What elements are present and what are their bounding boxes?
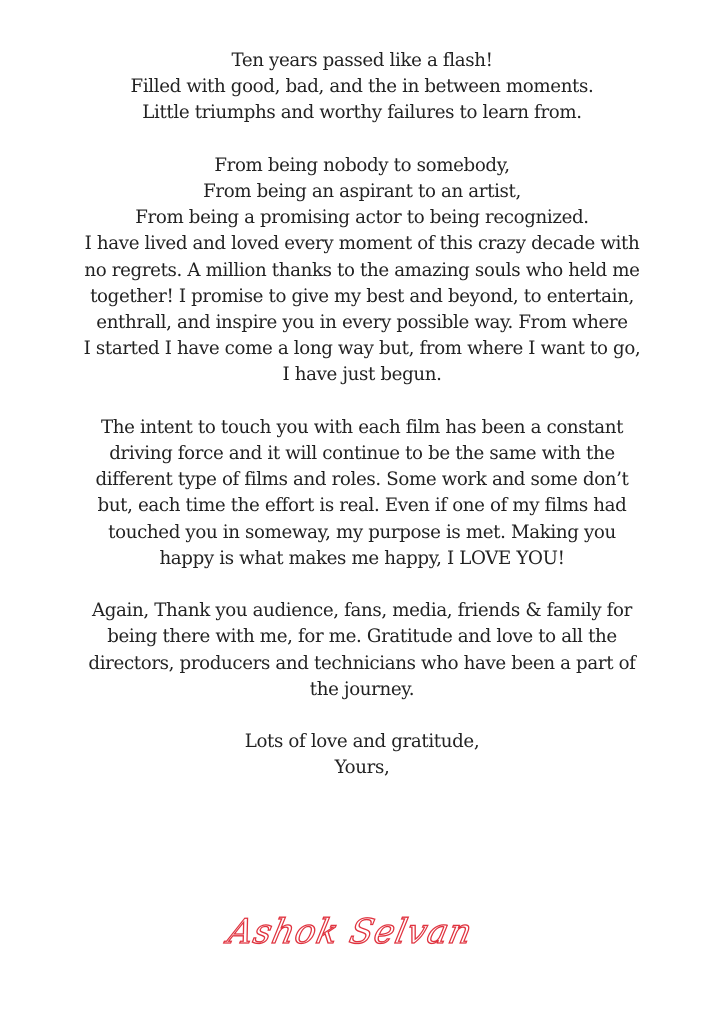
signature-graphic [224, 905, 477, 961]
closing-yours: Yours, [334, 757, 390, 779]
text-line: happy is what makes me happy, I LOVE YOU! [159, 547, 565, 569]
text-line: I have lived and loved every moment of this crazy decade with [84, 233, 640, 255]
paragraph-thanks [40, 598, 684, 703]
paragraph-films [40, 415, 684, 572]
text-line: driving force and it will continue to be the same with the [109, 443, 615, 465]
paragraph-intro [40, 48, 684, 127]
text-line: enthrall, and inspire you in every possible way. From where [96, 312, 628, 334]
text-line: From being a promising actor to being recognized. [135, 207, 589, 229]
text-line: together! I promise to give my best and beyond, to entertain, [90, 285, 634, 307]
text-line: Filled with good, bad, and the in between moments. [130, 76, 594, 98]
text-line: I started I have come a long way but, from where I want to go, [83, 338, 641, 360]
letter-body [40, 48, 684, 782]
text-line: the journey. [309, 678, 415, 700]
text-line: Little triumphs and worthy failures to learn from. [142, 102, 582, 124]
text-line: touched you in someway, my purpose is met. Making you [108, 521, 616, 543]
text-line: I have just begun. [282, 364, 442, 386]
text-line: The intent to touch you with each film has been a constant [100, 416, 624, 438]
text-line: Again, Thank you audience, fans, media, friends & family for [91, 600, 633, 622]
text-line: directors, producers and technicians who have been a part of [88, 652, 636, 674]
text-line: no regrets. A million thanks to the amazing souls who held me [84, 259, 640, 281]
text-line: different type of films and roles. Some work and some don’t [95, 469, 629, 491]
signature-name: Ashok Selvan [224, 912, 477, 952]
text-line: From being nobody to somebody, [214, 154, 510, 176]
text-line: being there with me, for me. Gratitude and love to all the [107, 626, 617, 648]
text-line: Ten years passed like a flash! [231, 50, 493, 71]
paragraph-journey [40, 153, 684, 389]
closing [40, 729, 684, 781]
handwritten-signature [224, 905, 477, 961]
text-line: but, each time the effort is real. Even if one of my films had [97, 495, 627, 517]
closing-line: Lots of love and gratitude, [244, 731, 480, 753]
text-line: From being an aspirant to an artist, [203, 181, 521, 202]
